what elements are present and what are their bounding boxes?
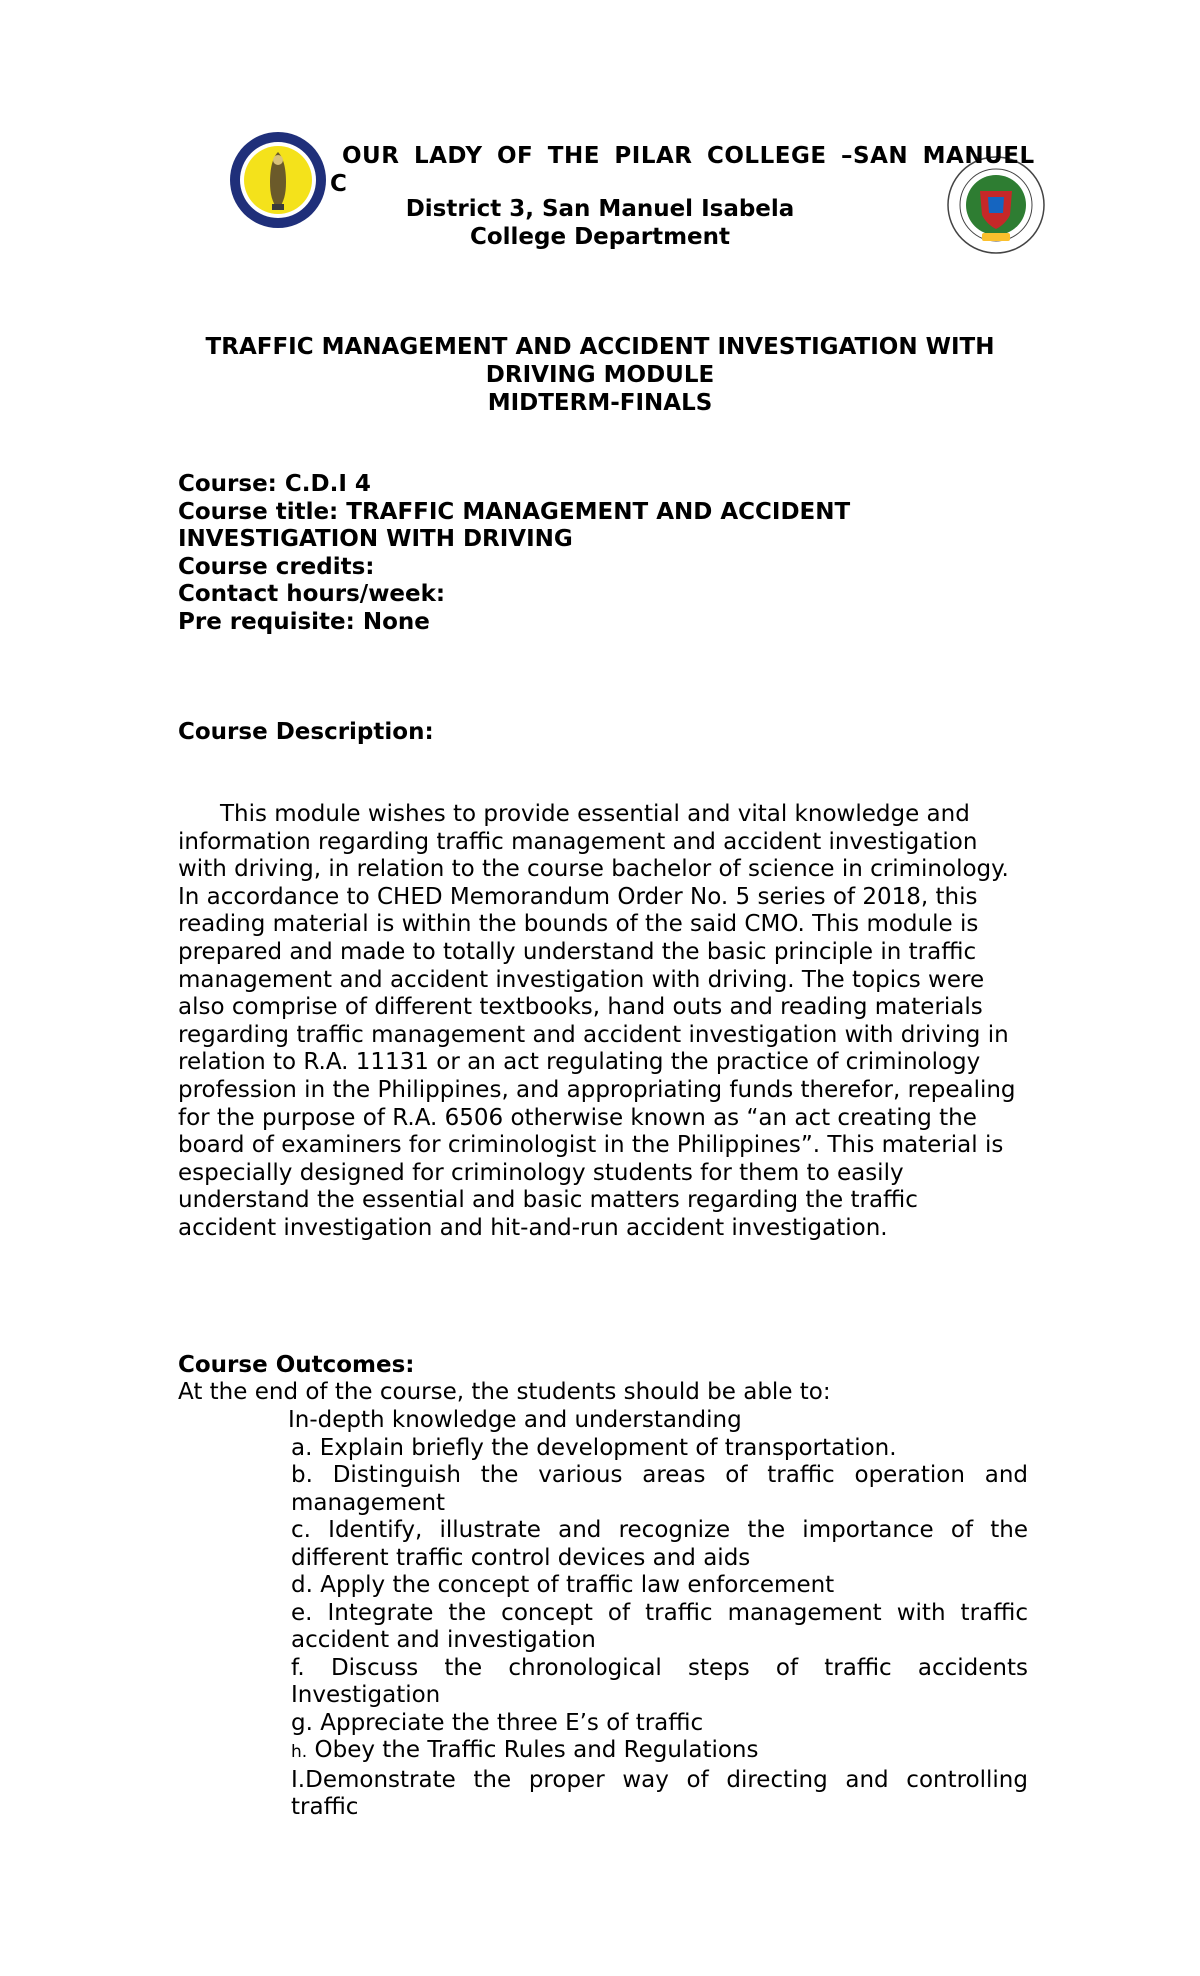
outcome-item: I.Demonstrate the proper way of directing and controlling traffic — [291, 1766, 1028, 1820]
contact-hours: Contact hours/week: — [178, 581, 446, 607]
course-description-body: This module wishes to provide essential and vital knowledge and information regarding traffic management and accident investigation with driving, in relation to the course bachelor of science in criminology. In accordance to CHED Memorandum Order No. 5 series of 2018, this reading material is within the bounds of the said CMO. This module is prepared and made to totally understand the basic principle in traffic management and accident investigation with driving. The topics were also comprise of different textbooks, hand outs and reading materials regarding traffic management and accident investigation with driving in relation to R.A. 11131 or an act regulating the practice of criminology profession in the Philippines, and appropriating funds therefor, repealing for the purpose of R.A. 6506 otherwise known as “an act creating the board of examiners for criminologist in the Philippines”. This material is especially designed for criminology students for them to easily understand the essential and basic matters regarding the traffic accident investigation and hit-and-run accident investigation. — [178, 801, 1016, 1241]
outcomes-subheading: In-depth knowledge and understanding — [288, 1407, 742, 1433]
course-title-line2: INVESTIGATION WITH DRIVING — [178, 526, 573, 552]
course-description-heading: Course Description: — [178, 719, 434, 745]
department-name: College Department — [469, 224, 731, 250]
module-title — [180, 333, 1020, 417]
outcome-item: d. Apply the concept of traffic law enforcement — [291, 1572, 835, 1598]
course-outcomes — [178, 1407, 1028, 1822]
course-title-line1: Course title: TRAFFIC MANAGEMENT AND ACCIDENT — [178, 498, 851, 525]
outcome-item: e. Integrate the concept of traffic management with traffic accident and investigation — [291, 1599, 1029, 1653]
course-outcomes-intro: At the end of the course, the students should be able to: — [178, 1379, 831, 1405]
college-name: OUR LADY OF THE PILAR COLLEGE –SAN MANUEL — [342, 143, 1035, 169]
college-address: District 3, San Manuel Isabela — [405, 196, 795, 222]
course-info — [178, 471, 1058, 636]
outcome-item: b. Distinguish the various areas of traffic operation and management — [291, 1462, 1028, 1516]
outcome-item: a. Explain briefly the development of transportation. — [291, 1434, 897, 1461]
outcome-item: f. Discuss the chronological steps of traffic accidents Investigation — [291, 1654, 1028, 1708]
outcome-item: h. Obey the Traffic Rules and Regulations — [291, 1737, 759, 1763]
course-outcomes-heading: Course Outcomes: — [178, 1352, 415, 1378]
module-title-line2: DRIVING MODULE — [485, 362, 715, 388]
course-code: Course: C.D.I 4 — [178, 471, 371, 497]
module-title-line3: MIDTERM-FINALS — [487, 390, 713, 416]
prerequisite: Pre requisite: None — [178, 608, 430, 635]
course-credits: Course credits: — [178, 553, 375, 580]
college-name-wrap: C — [330, 171, 347, 197]
module-title-line1: TRAFFIC MANAGEMENT AND ACCIDENT INVESTIGATION WITH — [205, 334, 995, 360]
outcomes-list — [178, 1435, 1028, 1822]
outcome-item: g. Appreciate the three E’s of traffic — [291, 1709, 704, 1736]
outcome-item: c. Identify, illustrate and recognize the importance of the different traffic control devices and aids — [291, 1517, 1028, 1571]
